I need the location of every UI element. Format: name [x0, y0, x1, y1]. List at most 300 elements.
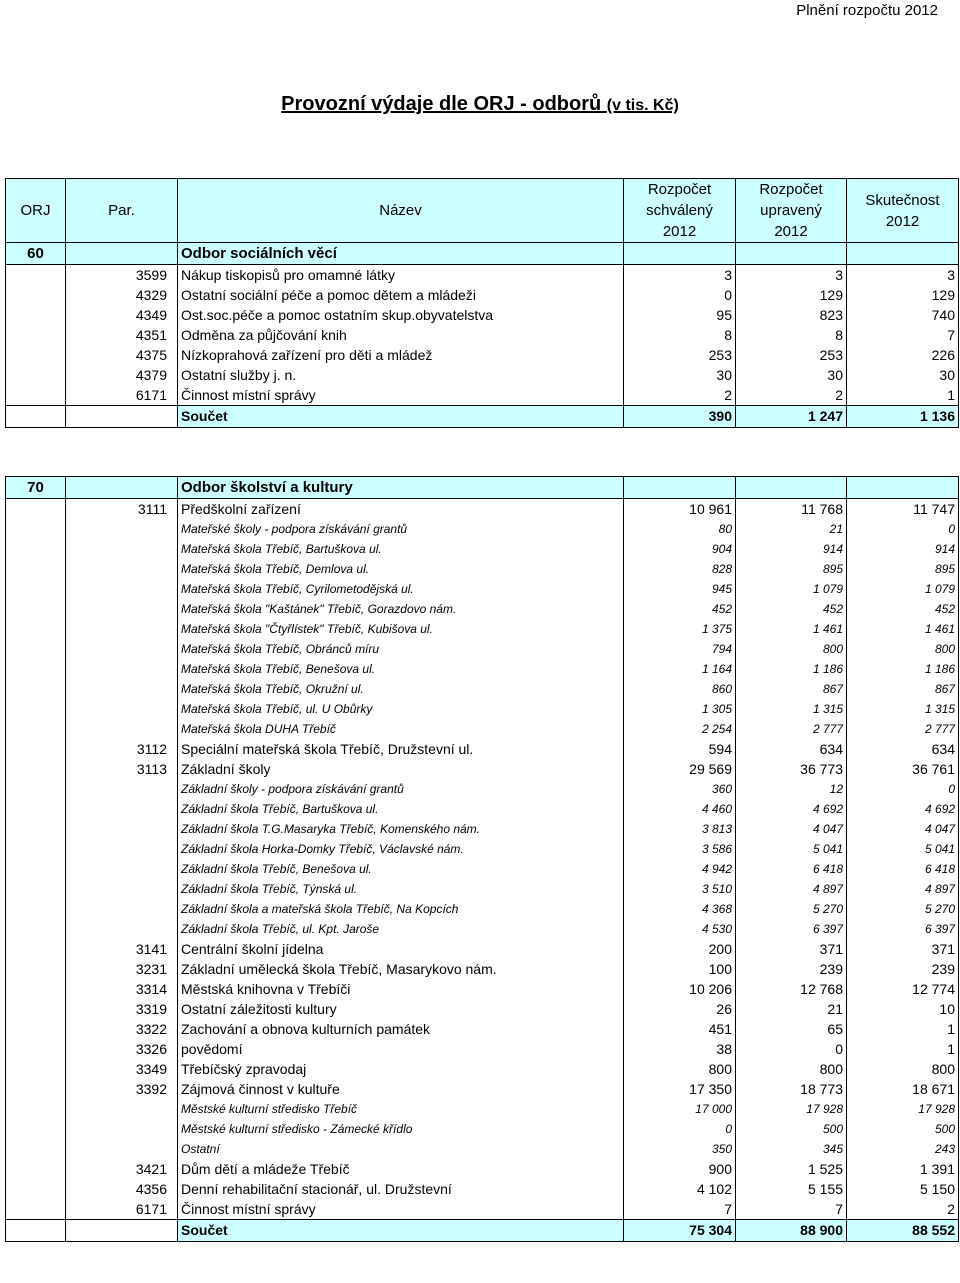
orj-cell	[6, 305, 66, 325]
budget-adjusted-cell: 1 525	[736, 1159, 847, 1179]
table-row	[6, 979, 959, 999]
budget-approved-cell: 10 961	[624, 499, 736, 520]
orj-cell	[6, 1099, 66, 1119]
budget-approved-cell: 452	[624, 599, 736, 619]
budget-approved-cell: 860	[624, 679, 736, 699]
par-cell: 4379	[66, 365, 178, 385]
name-cell: Mateřská škola Třebíč, Demlova ul.	[178, 559, 624, 579]
budget-adjusted-cell: 21	[736, 519, 847, 539]
total-budget-approved: 75 304	[624, 1220, 736, 1242]
budget-adjusted-cell: 1 186	[736, 659, 847, 679]
budget-approved-cell: 1 164	[624, 659, 736, 679]
name-cell: Městské kulturní středisko Třebíč	[178, 1099, 624, 1119]
total-budget-adjusted: 88 900	[736, 1220, 847, 1242]
actual-cell: 500	[847, 1119, 959, 1139]
sub-row	[6, 599, 959, 619]
par-cell: 3349	[66, 1059, 178, 1079]
orj-cell	[6, 345, 66, 365]
orj-cell	[6, 325, 66, 345]
budget-approved-cell: 38	[624, 1039, 736, 1059]
name-cell: Zachování a obnova kulturních památek	[178, 1019, 624, 1039]
budget-adjusted-cell: 12 768	[736, 979, 847, 999]
budget-adjusted-cell: 6 418	[736, 859, 847, 879]
budget-approved-cell: 1 375	[624, 619, 736, 639]
actual-cell: 800	[847, 1059, 959, 1079]
name-cell: Odměna za půjčování knih	[178, 325, 624, 345]
name-cell: Základní škola Třebíč, Benešova ul.	[178, 859, 624, 879]
actual-cell: 1 391	[847, 1159, 959, 1179]
budget-adjusted-cell: 800	[736, 639, 847, 659]
budget-adjusted-cell: 2	[736, 385, 847, 406]
name-cell: Ostatní sociální péče a pomoc dětem a mládeži	[178, 285, 624, 305]
budget-adjusted-cell: 253	[736, 345, 847, 365]
budget-approved-cell: 4 102	[624, 1179, 736, 1199]
orj-cell	[6, 979, 66, 999]
table-header	[6, 179, 959, 243]
name-cell: Ost.soc.péče a pomoc ostatním skup.obyvatelstva	[178, 305, 624, 325]
sub-row	[6, 1099, 959, 1119]
par-cell	[66, 639, 178, 659]
orj-cell	[6, 939, 66, 959]
budget-approved-cell: 95	[624, 305, 736, 325]
budget-adjusted-cell: 11 768	[736, 499, 847, 520]
orj-cell	[6, 639, 66, 659]
table-row	[6, 345, 959, 365]
par-cell: 4349	[66, 305, 178, 325]
par-cell: 4375	[66, 345, 178, 365]
sub-row	[6, 799, 959, 819]
name-cell: Mateřská škola Třebíč, Okružní ul.	[178, 679, 624, 699]
sub-row	[6, 1139, 959, 1159]
sub-row	[6, 819, 959, 839]
orj-cell	[6, 365, 66, 385]
budget-approved-cell: 451	[624, 1019, 736, 1039]
budget-approved-cell: 30	[624, 365, 736, 385]
actual-cell: 6 397	[847, 919, 959, 939]
sub-row	[6, 859, 959, 879]
budget-adjusted-cell: 21	[736, 999, 847, 1019]
budget-approved-cell: 4 530	[624, 919, 736, 939]
par-cell: 3113	[66, 759, 178, 779]
actual-cell: 1	[847, 1019, 959, 1039]
par-cell	[66, 839, 178, 859]
par-cell	[66, 919, 178, 939]
name-cell: Dům dětí a mládeže Třebíč	[178, 1159, 624, 1179]
orj-cell	[6, 385, 66, 406]
sub-row	[6, 559, 959, 579]
orj-cell	[6, 699, 66, 719]
col-budget-approved: Rozpočet schválený 2012	[624, 179, 736, 243]
sub-row	[6, 659, 959, 679]
orj-cell	[6, 285, 66, 305]
table-social	[5, 178, 959, 428]
table-row	[6, 305, 959, 325]
actual-cell: 17 928	[847, 1099, 959, 1119]
col-par: Par.	[66, 179, 178, 243]
budget-adjusted-cell: 1 461	[736, 619, 847, 639]
name-cell: Městské kulturní středisko - Zámecké křídlo	[178, 1119, 624, 1139]
title-unit: (v tis. Kč)	[606, 97, 679, 114]
par-cell	[66, 699, 178, 719]
budget-approved-cell: 3 586	[624, 839, 736, 859]
orj-cell	[6, 1159, 66, 1179]
orj-cell	[6, 999, 66, 1019]
sub-row	[6, 919, 959, 939]
name-cell: Činnost místní správy	[178, 1199, 624, 1220]
budget-adjusted-cell: 2 777	[736, 719, 847, 739]
par-cell	[66, 1220, 178, 1242]
budget-adjusted-cell: 8	[736, 325, 847, 345]
budget-adjusted-cell: 4 692	[736, 799, 847, 819]
par-cell: 3599	[66, 265, 178, 286]
budget-adjusted-cell: 867	[736, 679, 847, 699]
name-cell: Mateřská škola Třebíč, Benešova ul.	[178, 659, 624, 679]
actual-cell: 1	[847, 385, 959, 406]
actual-cell: 4 897	[847, 879, 959, 899]
table-row	[6, 385, 959, 406]
par-cell	[66, 1119, 178, 1139]
name-cell: Mateřské školy - podpora získávání grantů	[178, 519, 624, 539]
par-cell	[66, 559, 178, 579]
actual-cell: 740	[847, 305, 959, 325]
table-row	[6, 1079, 959, 1099]
par-cell: 3322	[66, 1019, 178, 1039]
name-cell: povědomí	[178, 1039, 624, 1059]
orj-cell	[6, 759, 66, 779]
par-cell	[66, 619, 178, 639]
actual-cell: 1 315	[847, 699, 959, 719]
section-name: Odbor sociálních věcí	[178, 243, 624, 265]
name-cell: Činnost místní správy	[178, 385, 624, 406]
name-cell: Mateřská škola DUHA Třebíč	[178, 719, 624, 739]
budget-adjusted-cell: 6 397	[736, 919, 847, 939]
actual-cell: 226	[847, 345, 959, 365]
orj-cell	[6, 1119, 66, 1139]
actual-cell: 371	[847, 939, 959, 959]
orj-cell	[6, 1179, 66, 1199]
budget-adjusted-cell: 452	[736, 599, 847, 619]
name-cell: Nízkoprahová zařízení pro děti a mládež	[178, 345, 624, 365]
table-row	[6, 1179, 959, 1199]
budget-approved-cell: 2	[624, 385, 736, 406]
par-cell: 3231	[66, 959, 178, 979]
orj-cell	[6, 1039, 66, 1059]
budget-adjusted-cell: 371	[736, 939, 847, 959]
name-cell: Ostatní	[178, 1139, 624, 1159]
name-cell: Ostatní služby j. n.	[178, 365, 624, 385]
sub-row	[6, 899, 959, 919]
total-row	[6, 1220, 959, 1242]
budget-adjusted-cell: 345	[736, 1139, 847, 1159]
orj-cell	[6, 919, 66, 939]
sub-row	[6, 679, 959, 699]
budget-adjusted-cell: 895	[736, 559, 847, 579]
par-cell	[66, 579, 178, 599]
budget-adjusted-cell: 500	[736, 1119, 847, 1139]
table-row	[6, 1039, 959, 1059]
budget-adjusted-cell: 4 047	[736, 819, 847, 839]
name-cell: Základní školy	[178, 759, 624, 779]
budget-approved-cell: 200	[624, 939, 736, 959]
orj-cell	[6, 879, 66, 899]
par-cell	[66, 406, 178, 428]
table-row	[6, 1159, 959, 1179]
name-cell: Základní škola a mateřská škola Třebíč, Na Kopcích	[178, 899, 624, 919]
budget-approved-cell: 828	[624, 559, 736, 579]
actual-cell: 4 047	[847, 819, 959, 839]
page-title	[0, 93, 960, 116]
sub-row	[6, 639, 959, 659]
section-name: Odbor školství a kultury	[178, 477, 624, 499]
par-cell: 3112	[66, 739, 178, 759]
table-row	[6, 999, 959, 1019]
name-cell: Základní umělecká škola Třebíč, Masarykovo nám.	[178, 959, 624, 979]
budget-adjusted-cell: 5 270	[736, 899, 847, 919]
table-row	[6, 1059, 959, 1079]
orj-cell	[6, 779, 66, 799]
budget-adjusted-cell: 5 155	[736, 1179, 847, 1199]
actual-cell: 243	[847, 1139, 959, 1159]
budget-adjusted-cell: 239	[736, 959, 847, 979]
budget-approved-cell: 0	[624, 285, 736, 305]
actual-cell: 1 461	[847, 619, 959, 639]
budget-adjusted-cell: 36 773	[736, 759, 847, 779]
budget-approved-cell: 900	[624, 1159, 736, 1179]
budget-approved-cell: 2 254	[624, 719, 736, 739]
orj-cell	[6, 1139, 66, 1159]
col-orj: ORJ	[6, 179, 66, 243]
section-header	[6, 477, 959, 499]
par-cell: 4356	[66, 1179, 178, 1199]
orj-cell	[6, 719, 66, 739]
table-row	[6, 285, 959, 305]
actual-cell: 7	[847, 325, 959, 345]
par-cell	[66, 1139, 178, 1159]
budget-approved-cell: 4 368	[624, 899, 736, 919]
budget-adjusted-cell: 800	[736, 1059, 847, 1079]
budget-adjusted-cell: 7	[736, 1199, 847, 1220]
actual-cell: 6 418	[847, 859, 959, 879]
par-cell: 3111	[66, 499, 178, 520]
par-cell	[66, 679, 178, 699]
orj-cell	[6, 659, 66, 679]
sub-row	[6, 619, 959, 639]
sub-row	[6, 839, 959, 859]
actual-cell: 10	[847, 999, 959, 1019]
budget-approved-cell: 100	[624, 959, 736, 979]
name-cell: Základní škola T.G.Masaryka Třebíč, Komenského nám.	[178, 819, 624, 839]
actual-cell: 129	[847, 285, 959, 305]
table-row	[6, 365, 959, 385]
actual-cell: 1	[847, 1039, 959, 1059]
orj-cell	[6, 1199, 66, 1220]
name-cell: Zájmová činnost v kultuře	[178, 1079, 624, 1099]
orj-cell	[6, 265, 66, 286]
actual-cell: 3	[847, 265, 959, 286]
actual-cell: 4 692	[847, 799, 959, 819]
col-name: Název	[178, 179, 624, 243]
par-cell	[66, 519, 178, 539]
budget-approved-cell: 904	[624, 539, 736, 559]
table-row	[6, 1019, 959, 1039]
total-actual: 1 136	[847, 406, 959, 428]
budget-adjusted-cell: 1 079	[736, 579, 847, 599]
table-row	[6, 739, 959, 759]
budget-approved-cell: 80	[624, 519, 736, 539]
orj-cell	[6, 799, 66, 819]
par-cell: 3319	[66, 999, 178, 1019]
budget-adjusted-cell: 823	[736, 305, 847, 325]
actual-cell: 895	[847, 559, 959, 579]
actual-cell: 0	[847, 519, 959, 539]
actual-cell: 0	[847, 779, 959, 799]
par-cell	[66, 599, 178, 619]
budget-approved-cell: 4 942	[624, 859, 736, 879]
total-label: Součet	[178, 406, 624, 428]
actual-cell: 30	[847, 365, 959, 385]
budget-adjusted-cell: 12	[736, 779, 847, 799]
sub-row	[6, 519, 959, 539]
orj-cell	[6, 539, 66, 559]
actual-cell: 1 186	[847, 659, 959, 679]
par-cell: 3392	[66, 1079, 178, 1099]
table-education	[5, 476, 959, 1242]
sub-row	[6, 699, 959, 719]
actual-cell: 867	[847, 679, 959, 699]
actual-cell: 36 761	[847, 759, 959, 779]
par-cell	[66, 879, 178, 899]
orj-cell	[6, 1220, 66, 1242]
name-cell: Mateřská škola Třebíč, Bartuškova ul.	[178, 539, 624, 559]
actual-cell: 452	[847, 599, 959, 619]
orj-cell	[6, 819, 66, 839]
orj-cell	[6, 1079, 66, 1099]
total-row	[6, 406, 959, 428]
budget-approved-cell: 4 460	[624, 799, 736, 819]
budget-approved-cell: 1 305	[624, 699, 736, 719]
budget-adjusted-cell: 3	[736, 265, 847, 286]
par-cell: 3326	[66, 1039, 178, 1059]
budget-adjusted-cell: 0	[736, 1039, 847, 1059]
par-cell: 3141	[66, 939, 178, 959]
total-budget-approved: 390	[624, 406, 736, 428]
col-budget-adjusted: Rozpočet upravený 2012	[736, 179, 847, 243]
sub-row	[6, 539, 959, 559]
par-cell: 6171	[66, 1199, 178, 1220]
par-cell: 3421	[66, 1159, 178, 1179]
actual-cell: 239	[847, 959, 959, 979]
par-cell	[66, 799, 178, 819]
name-cell: Nákup tiskopisů pro omamné látky	[178, 265, 624, 286]
budget-approved-cell: 29 569	[624, 759, 736, 779]
actual-cell: 5 270	[847, 899, 959, 919]
name-cell: Mateřská škola Třebíč, Cyrilometodějská ul.	[178, 579, 624, 599]
actual-cell: 2 777	[847, 719, 959, 739]
par-cell	[66, 819, 178, 839]
par-cell	[66, 659, 178, 679]
budget-adjusted-cell: 65	[736, 1019, 847, 1039]
name-cell: Centrální školní jídelna	[178, 939, 624, 959]
budget-approved-cell: 17 000	[624, 1099, 736, 1119]
sub-row	[6, 579, 959, 599]
orj-cell	[6, 1019, 66, 1039]
orj-cell	[6, 859, 66, 879]
budget-approved-cell: 7	[624, 1199, 736, 1220]
name-cell: Městská knihovna v Třebíči	[178, 979, 624, 999]
par-cell	[66, 539, 178, 559]
name-cell: Předškolní zařízení	[178, 499, 624, 520]
budget-approved-cell: 26	[624, 999, 736, 1019]
orj-cell	[6, 959, 66, 979]
budget-adjusted-cell: 914	[736, 539, 847, 559]
name-cell: Základní škola Třebíč, Bartuškova ul.	[178, 799, 624, 819]
par-cell	[66, 779, 178, 799]
name-cell: Mateřská škola Třebíč, Obránců míru	[178, 639, 624, 659]
budget-adjusted-cell: 4 897	[736, 879, 847, 899]
page-header: Plnění rozpočtu 2012	[796, 2, 938, 19]
name-cell: Základní škola Třebíč, ul. Kpt. Jaroše	[178, 919, 624, 939]
name-cell: Mateřská škola "Kaštánek" Třebíč, Gorazdovo nám.	[178, 599, 624, 619]
name-cell: Speciální mateřská škola Třebíč, Družstevní ul.	[178, 739, 624, 759]
budget-approved-cell: 3 813	[624, 819, 736, 839]
budget-adjusted-cell: 1 315	[736, 699, 847, 719]
orj-cell	[6, 519, 66, 539]
orj-cell	[6, 559, 66, 579]
orj-cell	[6, 839, 66, 859]
actual-cell: 5 150	[847, 1179, 959, 1199]
budget-approved-cell: 253	[624, 345, 736, 365]
sub-row	[6, 1119, 959, 1139]
par-cell	[66, 899, 178, 919]
table-row	[6, 959, 959, 979]
orj-cell	[6, 739, 66, 759]
budget-adjusted-cell: 634	[736, 739, 847, 759]
section-orj: 60	[6, 243, 66, 265]
budget-approved-cell: 0	[624, 1119, 736, 1139]
orj-cell	[6, 619, 66, 639]
budget-adjusted-cell: 5 041	[736, 839, 847, 859]
total-budget-adjusted: 1 247	[736, 406, 847, 428]
actual-cell: 1 079	[847, 579, 959, 599]
budget-adjusted-cell: 17 928	[736, 1099, 847, 1119]
name-cell: Základní školy - podpora získávání grantů	[178, 779, 624, 799]
table-row	[6, 759, 959, 779]
budget-adjusted-cell: 18 773	[736, 1079, 847, 1099]
budget-approved-cell: 3	[624, 265, 736, 286]
actual-cell: 11 747	[847, 499, 959, 520]
name-cell: Denní rehabilitační stacionář, ul. Družstevní	[178, 1179, 624, 1199]
name-cell: Mateřská škola "Čtyřlístek" Třebíč, Kubišova ul.	[178, 619, 624, 639]
table-row	[6, 265, 959, 286]
par-cell: 6171	[66, 385, 178, 406]
actual-cell: 634	[847, 739, 959, 759]
actual-cell: 800	[847, 639, 959, 659]
budget-approved-cell: 360	[624, 779, 736, 799]
budget-approved-cell: 8	[624, 325, 736, 345]
col-actual: Skutečnost 2012	[847, 179, 959, 243]
name-cell: Ostatní záležitosti kultury	[178, 999, 624, 1019]
name-cell: Základní škola Horka-Domky Třebíč, Václavské nám.	[178, 839, 624, 859]
section-orj: 70	[6, 477, 66, 499]
table-row	[6, 1199, 959, 1220]
title-text: Provozní výdaje dle ORJ - odborů	[281, 93, 602, 115]
par-cell: 3314	[66, 979, 178, 999]
budget-approved-cell: 10 206	[624, 979, 736, 999]
budget-approved-cell: 350	[624, 1139, 736, 1159]
name-cell: Mateřská škola Třebíč, ul. U Obůrky	[178, 699, 624, 719]
sub-row	[6, 779, 959, 799]
name-cell: Základní škola Třebíč, Týnská ul.	[178, 879, 624, 899]
